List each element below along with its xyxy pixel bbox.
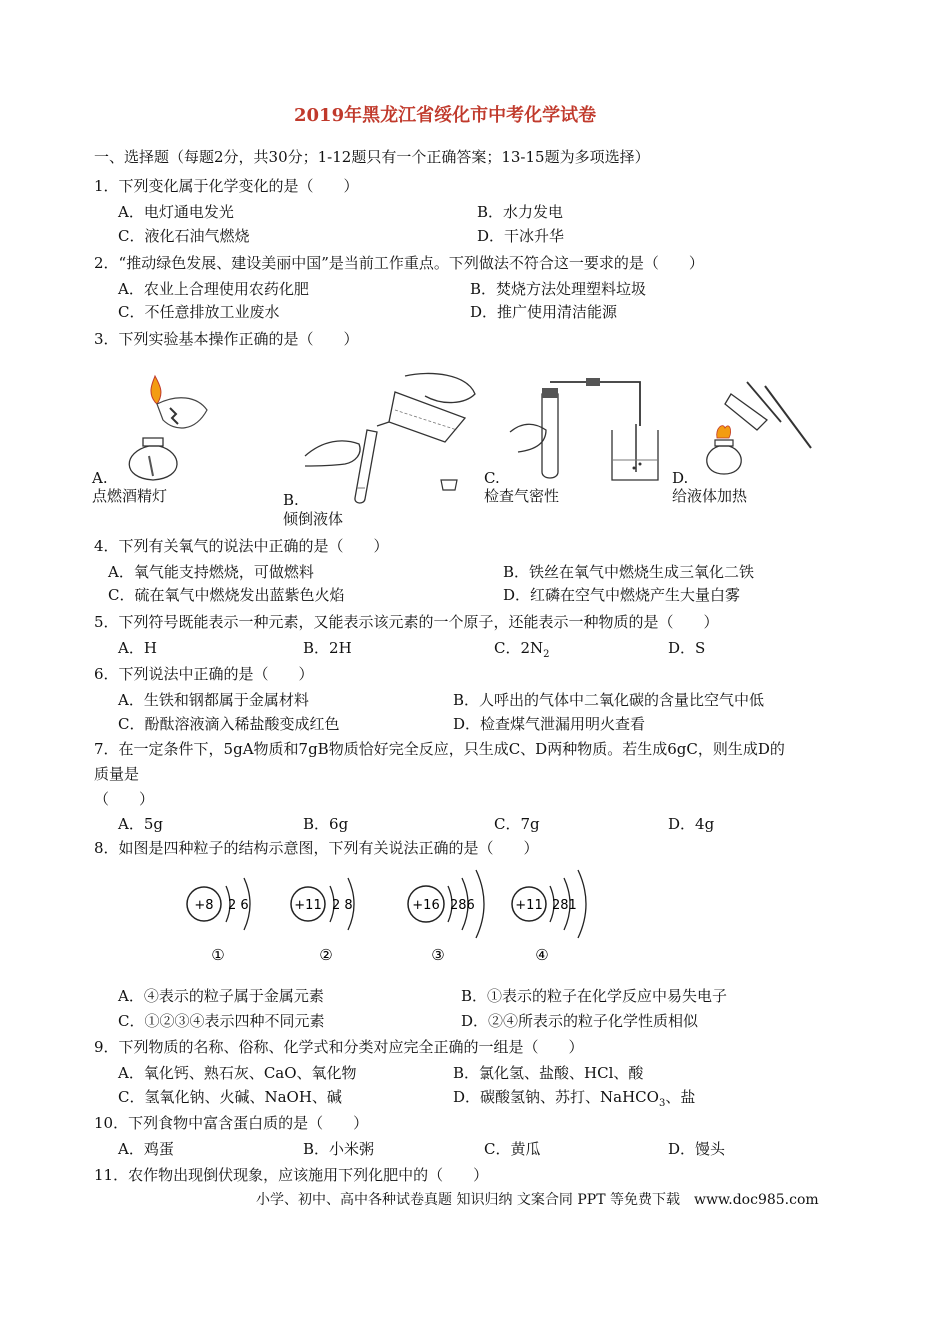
question-2-stem: 2．“推动绿色发展、建设美丽中国”是当前工作重点。下列做法不符合这一要求的是（ ） (94, 254, 704, 272)
question-7-stem-line-1: 7．在一定条件下，5gA物质和7gB物质恰好完全反应，只生成C、D两种物质。若生成6gC，则生成D的 (94, 740, 785, 758)
question-3-option-d-letter: D. (672, 469, 689, 487)
particle-4-shells: 281 (552, 898, 577, 913)
particle-diagram-3 (408, 870, 484, 964)
question-3-option-a-letter: A. (92, 469, 108, 487)
particle-2-nucleus: +11 (294, 898, 322, 913)
particle-1-nucleus: +8 (194, 898, 214, 913)
question-10-stem: 10．下列食物中富含蛋白质的是（ ） (94, 1114, 369, 1132)
question-4-option-d: D．红磷在空气中燃烧产生大量白雾 (503, 586, 741, 604)
particle-3-label: ③ (431, 946, 445, 964)
question-1-option-d: D．干冰升华 (477, 227, 565, 245)
question-2-option-c: C．不任意排放工业废水 (118, 303, 280, 321)
question-11-stem: 11．农作物出现倒伏现象，应该施用下列化肥中的（ ） (94, 1166, 489, 1184)
question-8-option-d: D．②④所表示的粒子化学性质相似 (461, 1012, 699, 1030)
question-8-stem: 8．如图是四种粒子的结构示意图，下列有关说法正确的是（ ） (94, 839, 539, 857)
particle-2-shells: 2 8 (332, 898, 353, 913)
page-title: 2019年黑龙江省绥化市中考化学试卷 (294, 105, 597, 126)
particle-4-nucleus: +11 (515, 898, 543, 913)
question-1-option-b: B．水力发电 (477, 203, 564, 221)
question-2-option-b: B．焚烧方法处理塑料垃圾 (470, 280, 647, 298)
question-6-option-c: C．酚酞溶液滴入稀盐酸变成红色 (118, 715, 340, 733)
pouring-liquid-illustration (285, 370, 480, 505)
section-heading: 一、选择题（每题2分，共30分；1-12题只有一个正确答案；13-15题为多项选择） (94, 148, 650, 166)
particle-1-shells: 2 6 (228, 898, 249, 913)
question-9-stem: 9．下列物质的名称、俗称、化学式和分类对应完全正确的一组是（ ） (94, 1038, 584, 1056)
question-4-option-b: B．铁丝在氧气中燃烧生成三氧化二铁 (503, 563, 755, 581)
subscript: 3 (658, 1098, 666, 1109)
question-5-option-d: D．S (668, 639, 706, 657)
question-6-stem: 6．下列说法中正确的是（ ） (94, 665, 314, 683)
question-6-option-a: A．生铁和钢都属于金属材料 (118, 691, 309, 709)
question-3-option-b-letter: B. (283, 491, 299, 509)
question-3-option-c-text: 检查气密性 (484, 487, 560, 505)
airtightness-check-illustration (508, 376, 668, 481)
particle-3-shells: 286 (450, 898, 475, 913)
question-1-option-a: A．电灯通电发光 (118, 203, 234, 221)
question-8-option-a: A．④表示的粒子属于金属元素 (118, 987, 324, 1005)
question-5-option-a: A．H (118, 639, 157, 657)
particle-diagram-2 (291, 878, 354, 964)
question-1-option-c: C．液化石油气燃烧 (118, 227, 250, 245)
question-1-stem: 1．下列变化属于化学变化的是（ ） (94, 177, 359, 195)
question-7-stem-line-2: 质量是 (94, 765, 140, 783)
particle-diagram-4 (512, 870, 586, 964)
particle-1-label: ① (211, 946, 225, 964)
question-9-option-a: A．氧化钙、熟石灰、CaO、氧化物 (118, 1064, 357, 1082)
question-7-option-c: C．7g (494, 815, 540, 833)
question-8-option-c: C．①②③④表示四种不同元素 (118, 1012, 325, 1030)
question-10-option-c: C．黄瓜 (484, 1140, 541, 1158)
heating-liquid-illustration (695, 378, 815, 478)
question-9-option-c: C．氢氧化钠、火碱、NaOH、碱 (118, 1088, 342, 1106)
question-2-option-d: D．推广使用清洁能源 (470, 303, 618, 321)
question-7-answer-parentheses: （ ） (94, 790, 155, 808)
question-2-option-a: A．农业上合理使用农药化肥 (118, 280, 309, 298)
question-4-stem: 4．下列有关氧气的说法中正确的是（ ） (94, 537, 389, 555)
question-7-option-b: B．6g (303, 815, 349, 833)
question-8-option-b: B．①表示的粒子在化学反应中易失电子 (461, 987, 728, 1005)
question-3-stem: 3．下列实验基本操作正确的是（ ） (94, 330, 359, 348)
alcohol-lamp-lighting-illustration (115, 374, 215, 484)
question-5-stem: 5．下列符号既能表示一种元素，又能表示该元素的一个原子，还能表示一种物质的是（ ） (94, 613, 719, 631)
question-10-option-d: D．馒头 (668, 1140, 726, 1158)
question-7-option-d: D．4g (668, 815, 715, 833)
question-9-option-b: B．氯化氢、盐酸、HCl、酸 (453, 1064, 644, 1082)
page-footer: 小学、初中、高中各种试卷真题 知识归纳 文案合同 PPT 等免费下载 www.doc985.com (256, 1192, 819, 1208)
particle-4-label: ④ (535, 946, 549, 964)
question-4-option-c: C．硫在氧气中燃烧发出蓝紫色火焰 (108, 586, 345, 604)
question-5-option-c: C．$2N_2$ (494, 639, 550, 660)
question-3-option-b-text: 倾倒液体 (283, 510, 344, 528)
question-6-option-b: B．人呼出的气体中二氧化碳的含量比空气中低 (453, 691, 765, 709)
question-6-option-d: D．检查煤气泄漏用明火查看 (453, 715, 646, 733)
particle-structure-diagrams (176, 862, 596, 972)
particle-3-nucleus: +16 (412, 898, 440, 913)
question-4-option-a: A．氧气能支持燃烧，可做燃料 (108, 563, 314, 581)
question-10-option-a: A．鸡蛋 (118, 1140, 174, 1158)
question-5-option-b: B．2H (303, 639, 352, 657)
particle-2-label: ② (319, 946, 333, 964)
question-9-option-d: D．碳酸氢钠、苏打、NaHCO$_3$、盐 (453, 1088, 696, 1109)
question-3-option-c-letter: C. (484, 469, 500, 487)
particle-diagram-1 (187, 878, 250, 964)
subscript: 2 (543, 649, 550, 660)
question-7-option-a: A．5g (118, 815, 163, 833)
question-3-option-a-text: 点燃酒精灯 (92, 487, 168, 505)
question-10-option-b: B．小米粥 (303, 1140, 375, 1158)
question-3-option-d-text: 给液体加热 (672, 487, 748, 505)
